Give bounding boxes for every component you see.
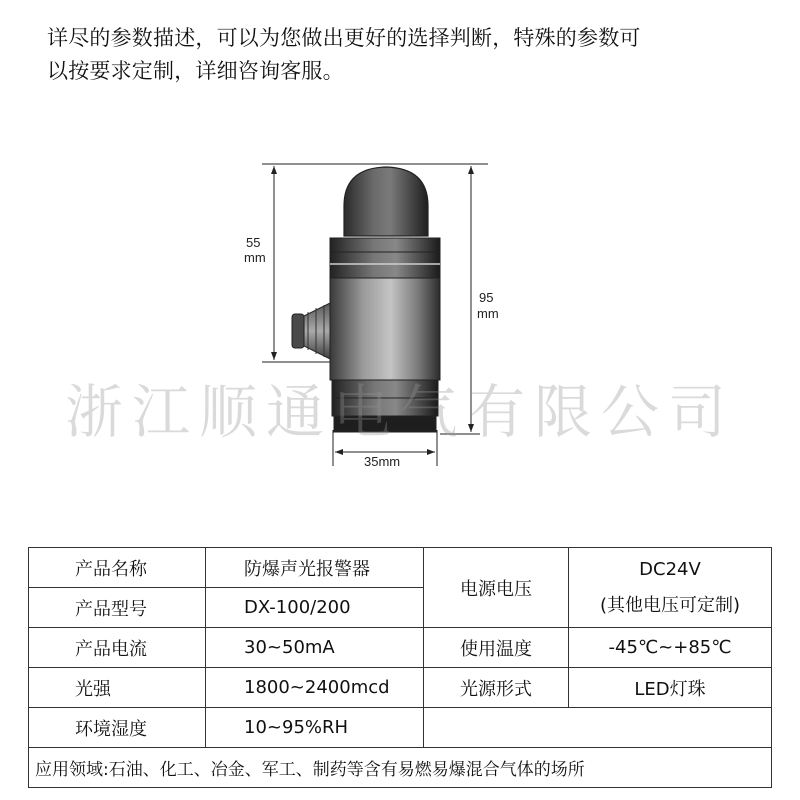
- table-row: [29, 668, 772, 708]
- voltage-value: [569, 548, 772, 628]
- table-row: [29, 548, 772, 588]
- current-label: 产品电流: [29, 628, 206, 668]
- dim-35-label: 35mm: [364, 454, 401, 469]
- dim-95-unit: mm: [477, 306, 499, 321]
- intro-line-1: 详尽的参数描述，可以为您做出更好的选择判断，特殊的参数可: [47, 26, 641, 50]
- voltage-label: 电源电压: [424, 548, 569, 628]
- light-source-label: 光源形式: [424, 668, 569, 708]
- humidity-value: 10~95%RH: [206, 708, 424, 748]
- table-row: [29, 628, 772, 668]
- product-name-value: 防爆声光报警器: [206, 548, 424, 588]
- lamp-base: [334, 416, 436, 432]
- table-row: [29, 708, 772, 748]
- temperature-label: 使用温度: [424, 628, 569, 668]
- lamp-body: [330, 278, 440, 380]
- table-row: [29, 748, 772, 788]
- lamp-dome: [344, 167, 428, 236]
- current-value: 30~50mA: [206, 628, 424, 668]
- voltage-value-line1: DC24V: [639, 558, 701, 580]
- dim-95-value: 95: [479, 290, 494, 305]
- spec-table: [28, 547, 772, 788]
- model-label: 产品型号: [29, 588, 206, 628]
- brightness-label: 光强: [29, 668, 206, 708]
- lamp-lower-band: [332, 380, 438, 398]
- dim-55-unit: mm: [244, 250, 266, 265]
- humidity-label: 环境湿度: [29, 708, 206, 748]
- model-value: DX-100/200: [206, 588, 424, 628]
- cable-gland: [292, 302, 332, 360]
- brightness-value: 1800~2400mcd: [206, 668, 424, 708]
- dim-55-value: 55: [246, 235, 261, 250]
- voltage-value-line2: (其他电压可定制): [599, 594, 741, 616]
- product-name-label: 产品名称: [29, 548, 206, 588]
- temperature-value: -45℃~+85℃: [569, 628, 772, 668]
- company-watermark: 浙江顺通电气有限公司: [64, 378, 735, 446]
- lamp-ring: [330, 238, 440, 278]
- application-field: 应用领域:石油、化工、冶金、军工、制药等含有易燃易爆混合气体的场所: [29, 748, 772, 788]
- intro-line-2: 以按要求定制，详细咨询客服。: [47, 59, 344, 83]
- light-source-value: LED灯珠: [569, 668, 772, 708]
- empty-cell: [424, 708, 772, 748]
